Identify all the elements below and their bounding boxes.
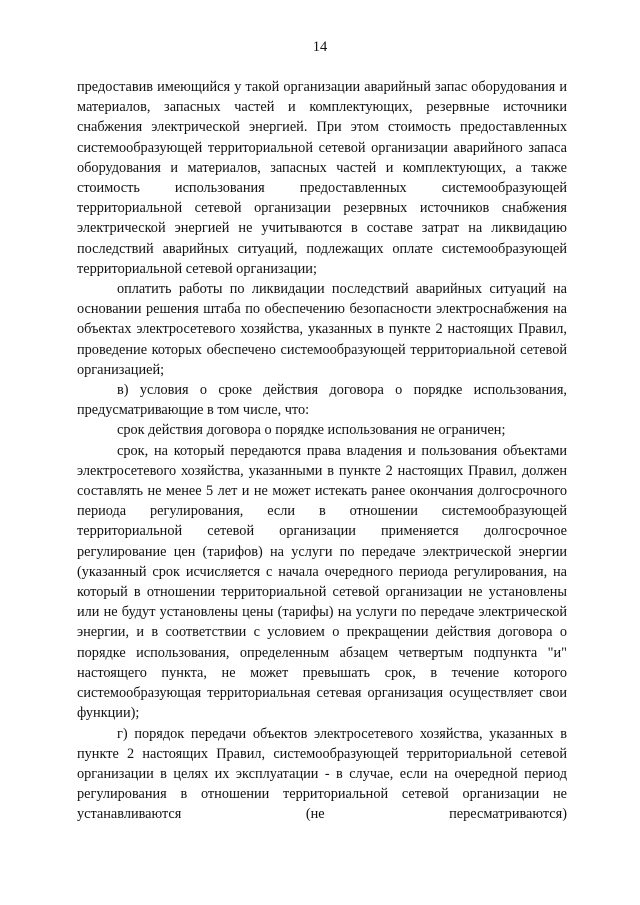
paragraph-pay-works: оплатить работы по ликвидации последствий аварийных ситуаций на основании решения штаба по обеспечению безопасности электроснабжения на объектах электросетевого хозяйства, указанных в пункте 2 настоящих Правил, проведение которых обеспечено системообразующей территориальной сетевой организацией; <box>77 281 567 378</box>
paragraph-term-unlimited: срок действия договора о порядке использования не ограничен; <box>117 422 506 439</box>
paragraph-term-duration: срок, на который передаются права владения и пользования объектами электросетевого хозяйства, указанными в пункте 2 настоящих Правил, должен составлять не менее 5 лет и не может истекать ранее окончания долгосрочного периода регулирования, если в отношении системообразующей территориальной сетевой организации применяется долгосрочное регулирование цен (тарифов) на услуги по передаче электрической энергии (указанный срок исчисляется с начала очередного периода регулирования, на который в отношении территориальной сетевой организации не установлены или не будут установлены цены (тарифы) на услуги по передаче электрической энергии, и в соответствии с условием о прекращении действия договора о порядке использования, определенным абзацем четвертым подпункта "и" настоящего пункта, не может превышать срок, в течение которого системообразующая территориальная сетевая организация осуществляет свои функции); <box>77 442 567 722</box>
paragraph-item-v: в) условия о сроке действия договора о порядке использования, предусматривающие в том числе, что: <box>77 382 567 419</box>
paragraph-continuation: предоставив имеющийся у такой организации аварийный запас оборудования и материалов, запасных частей и комплектующих, резервные источники снабжения электрической энергией. При этом стоимость предоставленных системообразующей территориальной сетевой организации аварийного запаса оборудования и материалов, запасных частей и комплектующих, а также стоимость использования предоставленных системообразующей территориальной сетевой организации резервных источников снабжения электрической энергией не учитываются в составе затрат на ликвидацию последствий аварийных ситуаций, подлежащих оплате системообразующей территориальной сетевой организации; <box>77 79 567 277</box>
body-text <box>77 77 567 825</box>
page-number: 14 <box>312 39 328 55</box>
paragraph-item-g: г) порядок передачи объектов электросетевого хозяйства, указанных в пункте 2 настоящих Правил, системообразующей территориальной сетевой организации в целях их эксплуатации - в случае, если на очередной период регулирования в отношении территориальной сетевой организации не устанавливаются (не пересматриваются) <box>77 725 567 823</box>
